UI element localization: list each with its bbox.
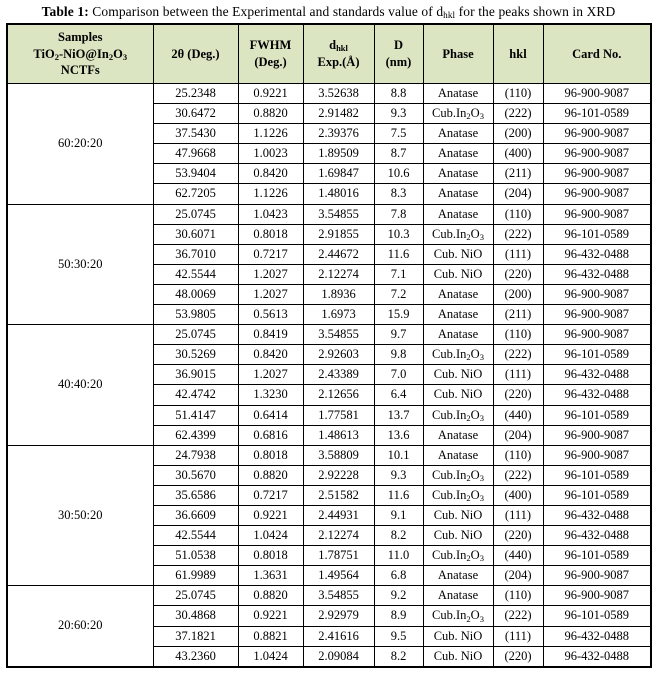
column-header-hkl: hkl (493, 24, 543, 84)
cell-fwhm: 0.8820 (238, 465, 303, 485)
cell-card-no: 96-101-0589 (543, 345, 651, 365)
cell-card-no: 96-432-0488 (543, 526, 651, 546)
cell-d-exp: 3.52638 (303, 84, 374, 104)
table-row (7, 325, 651, 345)
sample-label: 20:60:20 (7, 586, 153, 667)
cell-d-exp: 2.92228 (303, 465, 374, 485)
cell-d-exp: 2.43389 (303, 365, 374, 385)
cell-crystallite-size: 10.1 (374, 445, 423, 465)
cell-fwhm: 0.8420 (238, 164, 303, 184)
cell-phase: Anatase (423, 305, 493, 325)
cell-card-no: 96-900-9087 (543, 204, 651, 224)
cell-two-theta: 30.4868 (153, 606, 238, 626)
cell-crystallite-size: 9.1 (374, 505, 423, 525)
cell-crystallite-size: 8.8 (374, 84, 423, 104)
cell-d-exp: 2.12656 (303, 385, 374, 405)
table-row (7, 586, 651, 606)
cell-fwhm: 0.5613 (238, 305, 303, 325)
cell-hkl: (110) (493, 204, 543, 224)
table-row (7, 445, 651, 465)
cell-d-exp: 2.44672 (303, 244, 374, 264)
cell-fwhm: 1.1226 (238, 184, 303, 204)
cell-d-exp: 3.58809 (303, 445, 374, 465)
cell-d-exp: 3.54855 (303, 325, 374, 345)
cell-card-no: 96-432-0488 (543, 505, 651, 525)
cell-fwhm: 0.7217 (238, 244, 303, 264)
table-caption-text: Comparison between the Experimental and standards value of $d_{hkl}$ for the peaks shown in XRD (88, 4, 616, 21)
cell-hkl: (204) (493, 425, 543, 445)
cell-crystallite-size: 13.7 (374, 405, 423, 425)
cell-fwhm: 0.8820 (238, 586, 303, 606)
cell-phase: $Cub.In_2O_3$ (423, 345, 493, 365)
cell-card-no: 96-900-9087 (543, 164, 651, 184)
cell-phase: $Cub.In_2O_3$ (423, 465, 493, 485)
cell-hkl: (440) (493, 405, 543, 425)
cell-two-theta: 25.0745 (153, 325, 238, 345)
cell-phase: Anatase (423, 204, 493, 224)
cell-hkl: (222) (493, 345, 543, 365)
cell-phase: Anatase (423, 325, 493, 345)
column-header-two-theta: 2θ (Deg.) (153, 24, 238, 84)
cell-crystallite-size: 6.4 (374, 385, 423, 405)
cell-crystallite-size: 8.7 (374, 144, 423, 164)
cell-fwhm: 1.0423 (238, 204, 303, 224)
cell-phase: Anatase (423, 566, 493, 586)
cell-crystallite-size: 8.2 (374, 646, 423, 667)
cell-crystallite-size: 15.9 (374, 305, 423, 325)
cell-fwhm: 1.1226 (238, 124, 303, 144)
cell-two-theta: 25.0745 (153, 204, 238, 224)
cell-phase: Anatase (423, 84, 493, 104)
cell-phase: Cub. NiO (423, 365, 493, 385)
cell-hkl: (222) (493, 224, 543, 244)
cell-crystallite-size: 8.2 (374, 526, 423, 546)
cell-two-theta: 43.2360 (153, 646, 238, 667)
cell-fwhm: 1.0424 (238, 646, 303, 667)
cell-card-no: 96-101-0589 (543, 224, 651, 244)
cell-d-exp: 2.44931 (303, 505, 374, 525)
cell-two-theta: 24.7938 (153, 445, 238, 465)
cell-phase: Anatase (423, 184, 493, 204)
cell-d-exp: 2.12274 (303, 264, 374, 284)
cell-hkl: (220) (493, 526, 543, 546)
cell-two-theta: 30.5670 (153, 465, 238, 485)
cell-d-exp: 2.51582 (303, 485, 374, 505)
cell-hkl: (200) (493, 124, 543, 144)
cell-hkl: (400) (493, 144, 543, 164)
cell-fwhm: 0.8018 (238, 445, 303, 465)
cell-fwhm: 0.7217 (238, 485, 303, 505)
cell-phase: Anatase (423, 144, 493, 164)
column-header-card-no: Card No. (543, 24, 651, 84)
cell-crystallite-size: 11.6 (374, 244, 423, 264)
cell-two-theta: 35.6586 (153, 485, 238, 505)
cell-card-no: 96-101-0589 (543, 104, 651, 124)
cell-d-exp: 1.78751 (303, 546, 374, 566)
cell-hkl: (222) (493, 104, 543, 124)
cell-d-exp: 2.41616 (303, 626, 374, 646)
cell-phase: $Cub.In_2O_3$ (423, 606, 493, 626)
cell-card-no: 96-900-9087 (543, 84, 651, 104)
cell-card-no: 96-101-0589 (543, 485, 651, 505)
cell-d-exp: 1.69847 (303, 164, 374, 184)
cell-two-theta: 51.0538 (153, 546, 238, 566)
cell-two-theta: 36.7010 (153, 244, 238, 264)
cell-two-theta: 61.9989 (153, 566, 238, 586)
cell-hkl: (220) (493, 264, 543, 284)
cell-hkl: (111) (493, 505, 543, 525)
cell-card-no: 96-900-9087 (543, 586, 651, 606)
cell-crystallite-size: 11.0 (374, 546, 423, 566)
column-header-fwhm: FWHM (Deg.) (238, 24, 303, 84)
cell-crystallite-size: 7.0 (374, 365, 423, 385)
cell-phase: Cub. NiO (423, 626, 493, 646)
cell-d-exp: 1.48016 (303, 184, 374, 204)
cell-card-no: 96-101-0589 (543, 405, 651, 425)
xrd-comparison-table (6, 23, 652, 668)
cell-phase: Anatase (423, 425, 493, 445)
sample-label: 50:30:20 (7, 204, 153, 325)
cell-card-no: 96-900-9087 (543, 305, 651, 325)
cell-two-theta: 53.9404 (153, 164, 238, 184)
cell-d-exp: 1.49564 (303, 566, 374, 586)
table-row (7, 84, 651, 104)
cell-phase: Cub. NiO (423, 244, 493, 264)
cell-phase: Anatase (423, 124, 493, 144)
cell-card-no: 96-432-0488 (543, 264, 651, 284)
cell-card-no: 96-900-9087 (543, 184, 651, 204)
cell-fwhm: 0.8018 (238, 224, 303, 244)
cell-hkl: (111) (493, 365, 543, 385)
cell-hkl: (400) (493, 485, 543, 505)
cell-crystallite-size: 13.6 (374, 425, 423, 445)
cell-card-no: 96-432-0488 (543, 244, 651, 264)
cell-fwhm: 0.8420 (238, 345, 303, 365)
cell-hkl: (111) (493, 244, 543, 264)
cell-two-theta: 47.9668 (153, 144, 238, 164)
cell-two-theta: 30.6472 (153, 104, 238, 124)
cell-d-exp: 2.92603 (303, 345, 374, 365)
cell-hkl: (110) (493, 325, 543, 345)
cell-hkl: (110) (493, 586, 543, 606)
table-row (7, 204, 651, 224)
cell-two-theta: 62.7205 (153, 184, 238, 204)
cell-fwhm: 1.2027 (238, 365, 303, 385)
cell-crystallite-size: 7.8 (374, 204, 423, 224)
cell-d-exp: 2.39376 (303, 124, 374, 144)
cell-crystallite-size: 11.6 (374, 485, 423, 505)
cell-fwhm: 1.0023 (238, 144, 303, 164)
cell-crystallite-size: 10.6 (374, 164, 423, 184)
cell-hkl: (222) (493, 606, 543, 626)
cell-card-no: 96-900-9087 (543, 566, 651, 586)
cell-hkl: (204) (493, 566, 543, 586)
column-header-crystallite-size: D (nm) (374, 24, 423, 84)
cell-crystallite-size: 9.5 (374, 626, 423, 646)
cell-card-no: 96-900-9087 (543, 445, 651, 465)
cell-crystallite-size: 8.3 (374, 184, 423, 204)
cell-hkl: (111) (493, 626, 543, 646)
cell-two-theta: 30.6071 (153, 224, 238, 244)
cell-fwhm: 1.2027 (238, 264, 303, 284)
cell-phase: $Cub.In_2O_3$ (423, 405, 493, 425)
cell-hkl: (211) (493, 164, 543, 184)
cell-fwhm: 0.6816 (238, 425, 303, 445)
cell-hkl: (204) (493, 184, 543, 204)
column-header-phase: Phase (423, 24, 493, 84)
cell-two-theta: 37.1821 (153, 626, 238, 646)
cell-card-no: 96-900-9087 (543, 144, 651, 164)
cell-fwhm: 0.8821 (238, 626, 303, 646)
cell-hkl: (220) (493, 385, 543, 405)
cell-phase: Anatase (423, 164, 493, 184)
cell-phase: $Cub.In_2O_3$ (423, 224, 493, 244)
cell-fwhm: 0.9221 (238, 84, 303, 104)
cell-phase: Cub. NiO (423, 264, 493, 284)
cell-card-no: 96-101-0589 (543, 606, 651, 626)
cell-d-exp: 1.89509 (303, 144, 374, 164)
cell-phase: Anatase (423, 445, 493, 465)
cell-card-no: 96-432-0488 (543, 385, 651, 405)
cell-two-theta: 37.5430 (153, 124, 238, 144)
cell-crystallite-size: 8.9 (374, 606, 423, 626)
cell-d-exp: 1.8936 (303, 284, 374, 304)
table-caption (0, 0, 657, 20)
xrd-table-body (7, 84, 651, 667)
cell-two-theta: 53.9805 (153, 305, 238, 325)
cell-crystallite-size: 9.7 (374, 325, 423, 345)
cell-hkl: (440) (493, 546, 543, 566)
cell-fwhm: 1.0424 (238, 526, 303, 546)
cell-crystallite-size: 9.8 (374, 345, 423, 365)
cell-fwhm: 0.9221 (238, 606, 303, 626)
cell-card-no: 96-900-9087 (543, 425, 651, 445)
header-row (7, 24, 651, 84)
sample-label: 30:50:20 (7, 445, 153, 586)
cell-d-exp: 1.77581 (303, 405, 374, 425)
cell-crystallite-size: 6.8 (374, 566, 423, 586)
cell-two-theta: 51.4147 (153, 405, 238, 425)
cell-two-theta: 48.0069 (153, 284, 238, 304)
cell-hkl: (222) (493, 465, 543, 485)
cell-fwhm: 0.8419 (238, 325, 303, 345)
cell-two-theta: 36.9015 (153, 365, 238, 385)
cell-two-theta: 25.2348 (153, 84, 238, 104)
cell-two-theta: 30.5269 (153, 345, 238, 365)
cell-hkl: (110) (493, 84, 543, 104)
cell-crystallite-size: 9.2 (374, 586, 423, 606)
cell-phase: Anatase (423, 284, 493, 304)
cell-crystallite-size: 7.5 (374, 124, 423, 144)
cell-hkl: (110) (493, 445, 543, 465)
cell-d-exp: 2.92979 (303, 606, 374, 626)
cell-fwhm: 1.3230 (238, 385, 303, 405)
cell-two-theta: 42.5544 (153, 526, 238, 546)
cell-fwhm: 0.8820 (238, 104, 303, 124)
cell-card-no: 96-432-0488 (543, 365, 651, 385)
cell-fwhm: 1.3631 (238, 566, 303, 586)
cell-card-no: 96-101-0589 (543, 465, 651, 485)
cell-phase: $Cub.In_2O_3$ (423, 104, 493, 124)
cell-phase: Cub. NiO (423, 646, 493, 667)
cell-fwhm: 0.6414 (238, 405, 303, 425)
cell-d-exp: 3.54855 (303, 586, 374, 606)
cell-crystallite-size: 9.3 (374, 104, 423, 124)
sample-label: 40:40:20 (7, 325, 153, 446)
cell-d-exp: 1.6973 (303, 305, 374, 325)
cell-phase: Cub. NiO (423, 385, 493, 405)
cell-fwhm: 0.8018 (238, 546, 303, 566)
cell-d-exp: 2.12274 (303, 526, 374, 546)
cell-card-no: 96-900-9087 (543, 325, 651, 345)
cell-card-no: 96-432-0488 (543, 646, 651, 667)
cell-phase: Cub. NiO (423, 526, 493, 546)
cell-two-theta: 36.6609 (153, 505, 238, 525)
cell-phase: $Cub.In_2O_3$ (423, 485, 493, 505)
cell-two-theta: 42.5544 (153, 264, 238, 284)
cell-two-theta: 25.0745 (153, 586, 238, 606)
cell-card-no: 96-432-0488 (543, 626, 651, 646)
cell-hkl: (200) (493, 284, 543, 304)
cell-hkl: (220) (493, 646, 543, 667)
cell-two-theta: 62.4399 (153, 425, 238, 445)
table-caption-label: Table 1: (41, 4, 89, 19)
cell-crystallite-size: 7.1 (374, 264, 423, 284)
cell-fwhm: 1.2027 (238, 284, 303, 304)
cell-phase: Anatase (423, 586, 493, 606)
cell-d-exp: 2.09084 (303, 646, 374, 667)
cell-crystallite-size: 7.2 (374, 284, 423, 304)
cell-card-no: 96-900-9087 (543, 284, 651, 304)
cell-fwhm: 0.9221 (238, 505, 303, 525)
cell-hkl: (211) (493, 305, 543, 325)
cell-crystallite-size: 9.3 (374, 465, 423, 485)
cell-d-exp: 3.54855 (303, 204, 374, 224)
column-header-d-exp: $d_{hkl}$ Exp.(Å) (303, 24, 374, 84)
cell-phase: Cub. NiO (423, 505, 493, 525)
cell-d-exp: 1.48613 (303, 425, 374, 445)
column-header-samples: Samples $TiO_2-NiO@In_2O_3$ NCTFs (7, 24, 153, 84)
cell-card-no: 96-101-0589 (543, 546, 651, 566)
cell-d-exp: 2.91855 (303, 224, 374, 244)
cell-crystallite-size: 10.3 (374, 224, 423, 244)
cell-card-no: 96-900-9087 (543, 124, 651, 144)
cell-d-exp: 2.91482 (303, 104, 374, 124)
cell-phase: $Cub.In_2O_3$ (423, 546, 493, 566)
cell-two-theta: 42.4742 (153, 385, 238, 405)
sample-label: 60:20:20 (7, 84, 153, 205)
